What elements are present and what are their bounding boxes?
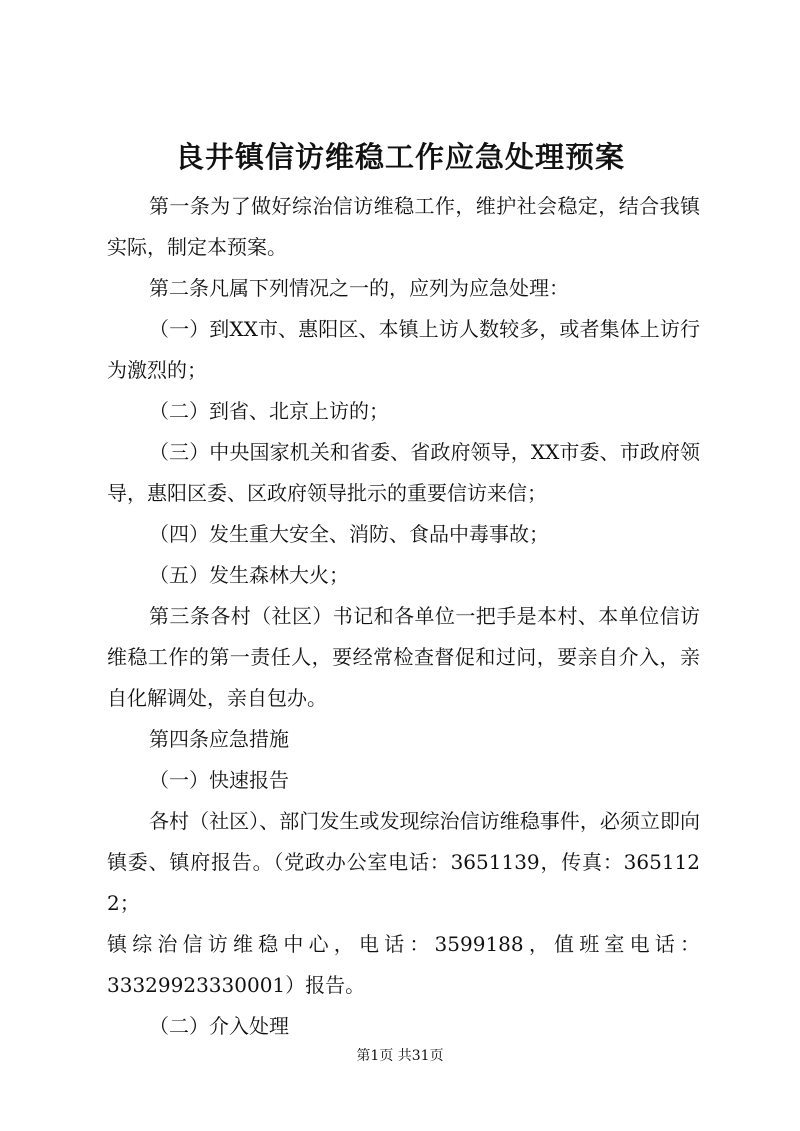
- paragraph-item-5: （五）发生森林大火；: [149, 563, 349, 587]
- paragraph-article-1: 第一条为了做好综治信访维稳工作，维护社会稳定，结合我镇实际，制定本预案。: [107, 194, 700, 259]
- paragraph-report-procedure: 各村（社区）、部门发生或发现综治信访维稳事件，必须立即向镇委、镇府报告。（党政办公室电话：3651139，传真：3651122；: [107, 809, 700, 915]
- paragraph-item-1: （一）到XX市、惠阳区、本镇上访人数较多，或者集体上访行为激烈的；: [107, 317, 700, 382]
- document-title: 良井镇信访维稳工作应急处理预案: [174, 140, 625, 174]
- paragraph-report-contacts: 镇综治信访维稳中心，电话：3599188，值班室电话：: [107, 932, 700, 956]
- paragraph-item-2: （二）到省、北京上访的；: [149, 399, 389, 423]
- document-body: [107, 186, 700, 1047]
- paragraph-item-3: （三）中央国家机关和省委、省政府领导，XX市委、市政府领导，惠阳区委、区政府领导批示的重要信访来信；: [107, 440, 700, 505]
- page-number-footer: 第1页 共31页: [356, 1048, 444, 1064]
- paragraph-article-4-heading: 第四条应急措施: [149, 727, 289, 751]
- paragraph-subheading-intervention: （二）介入处理: [149, 1014, 289, 1038]
- paragraph-item-4: （四）发生重大安全、消防、食品中毒事故；: [149, 522, 549, 546]
- paragraph-subheading-quick-report: （一）快速报告: [149, 768, 289, 792]
- paragraph-report-contacts-end: 33329923330001）报告。: [107, 973, 366, 997]
- paragraph-article-2: 第二条凡属下列情况之一的，应列为应急处理：: [149, 276, 569, 300]
- paragraph-article-3: 第三条各村（社区）书记和各单位一把手是本村、本单位信访维稳工作的第一责任人，要经常检查督促和过问，要亲自介入，亲自化解调处，亲自包办。: [107, 604, 700, 710]
